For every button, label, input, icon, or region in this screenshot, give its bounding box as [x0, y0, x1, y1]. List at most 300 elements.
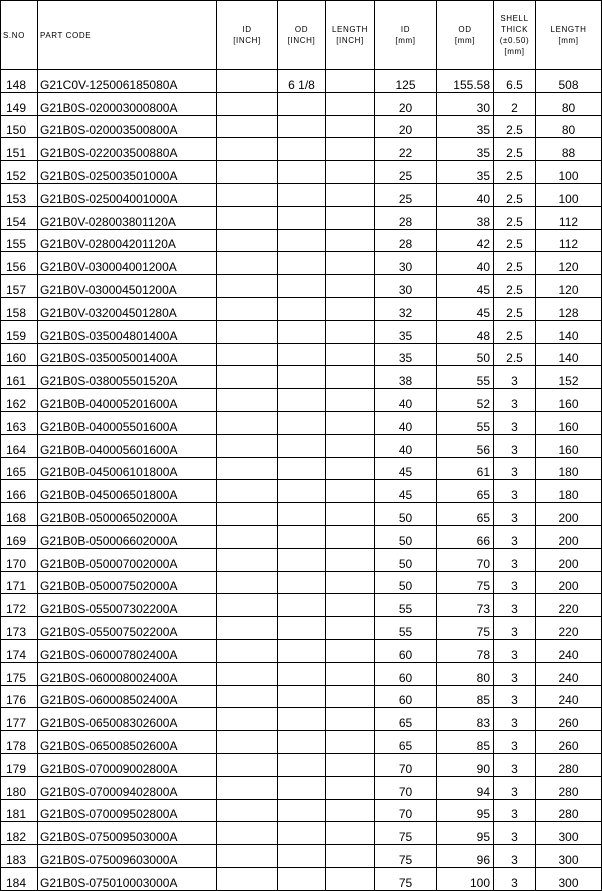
cell-od-mm: 96 [437, 845, 494, 868]
header-length-inch-line2: [INCH] [336, 36, 364, 45]
cell-od-inch [278, 480, 326, 503]
cell-od-mm: 95 [437, 822, 494, 845]
cell-id-mm: 50 [375, 571, 437, 594]
cell-id-mm: 40 [375, 411, 437, 434]
cell-od-inch [278, 434, 326, 457]
header-id-mm-line1: ID [400, 25, 411, 34]
cell-length-mm: 100 [536, 161, 602, 184]
cell-id-inch [217, 138, 278, 161]
cell-sno: 153 [1, 183, 38, 206]
cell-shell-thick: 3 [494, 685, 536, 708]
cell-shell-thick: 2.5 [494, 252, 536, 275]
cell-length-inch [326, 161, 375, 184]
cell-length-inch [326, 115, 375, 138]
table-row [1, 275, 602, 298]
cell-sno: 151 [1, 138, 38, 161]
header-id-inch-line1: ID [242, 25, 252, 34]
cell-length-inch [326, 708, 375, 731]
cell-id-inch [217, 92, 278, 115]
cell-sno: 165 [1, 457, 38, 480]
cell-part-code: G21B0B-050006602000A [38, 525, 217, 548]
cell-sno: 171 [1, 571, 38, 594]
table-row [1, 161, 602, 184]
cell-shell-thick: 3 [494, 662, 536, 685]
cell-length-inch [326, 822, 375, 845]
cell-length-mm: 240 [536, 685, 602, 708]
cell-length-mm: 240 [536, 662, 602, 685]
header-od-mm [437, 1, 494, 70]
cell-id-mm: 60 [375, 685, 437, 708]
table-row [1, 503, 602, 526]
cell-part-code: G21B0S-020003000800A [38, 92, 217, 115]
cell-id-inch [217, 434, 278, 457]
cell-od-mm: 73 [437, 594, 494, 617]
cell-id-mm: 45 [375, 457, 437, 480]
cell-part-code: G21B0B-050007002000A [38, 548, 217, 571]
cell-part-code: G21B0S-070009402800A [38, 776, 217, 799]
cell-id-mm: 35 [375, 343, 437, 366]
cell-shell-thick: 3 [494, 457, 536, 480]
cell-shell-thick: 3 [494, 708, 536, 731]
header-od-mm-line2: [mm] [454, 36, 476, 45]
table-row [1, 639, 602, 662]
cell-id-inch [217, 867, 278, 890]
cell-length-mm: 220 [536, 594, 602, 617]
table-row [1, 731, 602, 754]
cell-id-inch [217, 206, 278, 229]
cell-od-mm: 48 [437, 320, 494, 343]
cell-sno: 163 [1, 411, 38, 434]
table-row [1, 708, 602, 731]
cell-part-code: G21B0S-022003500880A [38, 138, 217, 161]
cell-id-inch [217, 297, 278, 320]
cell-id-mm: 65 [375, 731, 437, 754]
cell-id-inch [217, 320, 278, 343]
table-body [1, 70, 602, 891]
cell-id-mm: 50 [375, 548, 437, 571]
cell-sno: 180 [1, 776, 38, 799]
cell-length-mm: 180 [536, 480, 602, 503]
cell-od-inch [278, 525, 326, 548]
cell-od-inch [278, 799, 326, 822]
cell-od-mm: 56 [437, 434, 494, 457]
cell-sno: 152 [1, 161, 38, 184]
cell-length-inch [326, 183, 375, 206]
cell-od-inch [278, 662, 326, 685]
cell-id-inch [217, 685, 278, 708]
cell-length-inch [326, 639, 375, 662]
cell-part-code: G21B0S-065008502600A [38, 731, 217, 754]
cell-sno: 156 [1, 252, 38, 275]
cell-shell-thick: 3 [494, 366, 536, 389]
table-row [1, 138, 602, 161]
cell-sno: 168 [1, 503, 38, 526]
cell-id-inch [217, 229, 278, 252]
cell-length-mm: 80 [536, 115, 602, 138]
cell-sno: 155 [1, 229, 38, 252]
cell-id-mm: 50 [375, 503, 437, 526]
cell-id-inch [217, 366, 278, 389]
cell-od-inch [278, 548, 326, 571]
cell-length-mm: 112 [536, 229, 602, 252]
cell-id-mm: 20 [375, 115, 437, 138]
cell-id-mm: 125 [375, 70, 437, 93]
cell-shell-thick: 3 [494, 434, 536, 457]
cell-shell-thick: 2.5 [494, 229, 536, 252]
table-row [1, 206, 602, 229]
cell-shell-thick: 2.5 [494, 183, 536, 206]
cell-od-mm: 155.58 [437, 70, 494, 93]
cell-id-mm: 22 [375, 138, 437, 161]
cell-od-inch [278, 229, 326, 252]
table-row [1, 571, 602, 594]
cell-length-mm: 140 [536, 320, 602, 343]
cell-length-mm: 140 [536, 343, 602, 366]
header-id-inch-line2: [INCH] [233, 36, 261, 45]
cell-part-code: G21B0B-050006502000A [38, 503, 217, 526]
table-row [1, 776, 602, 799]
cell-id-mm: 40 [375, 389, 437, 412]
cell-length-mm: 280 [536, 776, 602, 799]
header-id-mm-line2: [mm] [395, 36, 416, 45]
cell-od-mm: 85 [437, 731, 494, 754]
cell-sno: 169 [1, 525, 38, 548]
cell-od-mm: 45 [437, 297, 494, 320]
cell-sno: 177 [1, 708, 38, 731]
cell-id-mm: 25 [375, 183, 437, 206]
cell-shell-thick: 3 [494, 822, 536, 845]
cell-sno: 172 [1, 594, 38, 617]
cell-shell-thick: 3 [494, 639, 536, 662]
cell-length-mm: 200 [536, 548, 602, 571]
table-row [1, 548, 602, 571]
cell-length-mm: 200 [536, 525, 602, 548]
header-shell-thick [494, 1, 536, 70]
cell-part-code: G21B0S-035004801400A [38, 320, 217, 343]
cell-od-inch: 6 1/8 [278, 70, 326, 93]
table-row [1, 845, 602, 868]
cell-od-mm: 75 [437, 617, 494, 640]
cell-shell-thick: 3 [494, 571, 536, 594]
table-row [1, 297, 602, 320]
cell-sno: 175 [1, 662, 38, 685]
cell-length-inch [326, 799, 375, 822]
cell-od-inch [278, 753, 326, 776]
cell-length-mm: 300 [536, 845, 602, 868]
table-row [1, 389, 602, 412]
cell-length-mm: 120 [536, 252, 602, 275]
cell-length-mm: 220 [536, 617, 602, 640]
cell-id-inch [217, 548, 278, 571]
cell-sno: 149 [1, 92, 38, 115]
cell-id-inch [217, 275, 278, 298]
cell-shell-thick: 3 [494, 799, 536, 822]
table-row [1, 343, 602, 366]
cell-id-mm: 60 [375, 639, 437, 662]
cell-length-mm: 280 [536, 753, 602, 776]
cell-shell-thick: 2.5 [494, 138, 536, 161]
cell-od-mm: 66 [437, 525, 494, 548]
cell-length-inch [326, 845, 375, 868]
cell-od-inch [278, 708, 326, 731]
cell-part-code: G21B0S-070009502800A [38, 799, 217, 822]
cell-length-inch [326, 503, 375, 526]
cell-length-inch [326, 753, 375, 776]
cell-sno: 174 [1, 639, 38, 662]
cell-part-code: G21B0S-020003500800A [38, 115, 217, 138]
cell-shell-thick: 3 [494, 753, 536, 776]
cell-od-mm: 42 [437, 229, 494, 252]
table-row [1, 867, 602, 890]
cell-od-mm: 35 [437, 115, 494, 138]
cell-part-code: G21B0S-060008502400A [38, 685, 217, 708]
cell-sno: 176 [1, 685, 38, 708]
cell-id-inch [217, 115, 278, 138]
header-sno: S.NO [1, 1, 38, 70]
cell-od-inch [278, 411, 326, 434]
cell-part-code: G21B0S-070009002800A [38, 753, 217, 776]
cell-id-inch [217, 799, 278, 822]
cell-od-mm: 35 [437, 161, 494, 184]
cell-length-mm: 112 [536, 206, 602, 229]
cell-length-mm: 128 [536, 297, 602, 320]
header-length-inch [326, 1, 375, 70]
cell-od-mm: 78 [437, 639, 494, 662]
cell-shell-thick: 3 [494, 480, 536, 503]
cell-id-mm: 55 [375, 594, 437, 617]
header-od-inch [278, 1, 326, 70]
table-row [1, 662, 602, 685]
cell-od-mm: 61 [437, 457, 494, 480]
cell-id-inch [217, 183, 278, 206]
cell-shell-thick: 2.5 [494, 343, 536, 366]
table-row [1, 411, 602, 434]
cell-id-inch [217, 708, 278, 731]
cell-od-mm: 95 [437, 799, 494, 822]
cell-shell-thick: 3 [494, 594, 536, 617]
cell-length-inch [326, 206, 375, 229]
cell-length-inch [326, 457, 375, 480]
cell-shell-thick: 3 [494, 411, 536, 434]
cell-part-code: G21B0V-028003801120A [38, 206, 217, 229]
cell-od-inch [278, 92, 326, 115]
cell-shell-thick: 3 [494, 867, 536, 890]
cell-part-code: G21B0S-065008302600A [38, 708, 217, 731]
cell-part-code: G21B0V-028004201120A [38, 229, 217, 252]
cell-od-inch [278, 183, 326, 206]
table-row [1, 92, 602, 115]
header-od-inch-line2: [INCH] [287, 36, 316, 45]
cell-length-inch [326, 70, 375, 93]
cell-od-inch [278, 389, 326, 412]
cell-id-inch [217, 662, 278, 685]
cell-length-inch [326, 229, 375, 252]
cell-part-code: G21B0B-040005501600A [38, 411, 217, 434]
table-row [1, 799, 602, 822]
cell-shell-thick: 3 [494, 617, 536, 640]
cell-sno: 181 [1, 799, 38, 822]
cell-length-inch [326, 776, 375, 799]
cell-od-mm: 75 [437, 571, 494, 594]
cell-length-mm: 300 [536, 867, 602, 890]
cell-od-inch [278, 503, 326, 526]
table-row [1, 183, 602, 206]
cell-od-inch [278, 594, 326, 617]
header-shell-line2: THICK [501, 25, 528, 34]
cell-id-mm: 25 [375, 161, 437, 184]
cell-id-mm: 28 [375, 206, 437, 229]
cell-id-mm: 75 [375, 822, 437, 845]
cell-part-code: G21B0S-075009503000A [38, 822, 217, 845]
cell-part-code: G21B0S-075010003000A [38, 867, 217, 890]
cell-od-mm: 52 [437, 389, 494, 412]
cell-shell-thick: 3 [494, 525, 536, 548]
cell-part-code: G21B0S-035005001400A [38, 343, 217, 366]
table-row [1, 229, 602, 252]
cell-sno: 173 [1, 617, 38, 640]
cell-sno: 154 [1, 206, 38, 229]
cell-id-mm: 30 [375, 275, 437, 298]
cell-od-mm: 70 [437, 548, 494, 571]
cell-shell-thick: 3 [494, 776, 536, 799]
cell-id-inch [217, 161, 278, 184]
cell-length-mm: 180 [536, 457, 602, 480]
cell-id-inch [217, 776, 278, 799]
cell-shell-thick: 3 [494, 845, 536, 868]
cell-od-inch [278, 685, 326, 708]
cell-part-code: G21B0B-040005601600A [38, 434, 217, 457]
cell-od-mm: 55 [437, 411, 494, 434]
cell-od-inch [278, 206, 326, 229]
cell-length-mm: 200 [536, 503, 602, 526]
cell-id-inch [217, 822, 278, 845]
cell-shell-thick: 2 [494, 92, 536, 115]
header-shell-line4: [mm] [504, 47, 525, 56]
table-row [1, 320, 602, 343]
cell-od-mm: 30 [437, 92, 494, 115]
cell-od-inch [278, 617, 326, 640]
cell-id-inch [217, 343, 278, 366]
cell-shell-thick: 3 [494, 389, 536, 412]
cell-shell-thick: 2.5 [494, 297, 536, 320]
cell-od-mm: 35 [437, 138, 494, 161]
cell-od-inch [278, 252, 326, 275]
cell-length-inch [326, 571, 375, 594]
cell-length-inch [326, 411, 375, 434]
cell-length-inch [326, 662, 375, 685]
cell-sno: 182 [1, 822, 38, 845]
header-part-code: PART CODE [38, 1, 217, 70]
cell-id-mm: 38 [375, 366, 437, 389]
cell-od-inch [278, 366, 326, 389]
cell-sno: 159 [1, 320, 38, 343]
cell-id-inch [217, 252, 278, 275]
cell-shell-thick: 2.5 [494, 206, 536, 229]
cell-od-mm: 85 [437, 685, 494, 708]
cell-od-mm: 40 [437, 183, 494, 206]
header-id-inch [217, 1, 278, 70]
cell-od-inch [278, 457, 326, 480]
cell-part-code: G21B0B-045006501800A [38, 480, 217, 503]
cell-shell-thick: 2.5 [494, 320, 536, 343]
cell-id-inch [217, 617, 278, 640]
cell-length-mm: 160 [536, 389, 602, 412]
cell-shell-thick: 3 [494, 548, 536, 571]
cell-part-code: G21B0B-040005201600A [38, 389, 217, 412]
cell-id-inch [217, 594, 278, 617]
table-row [1, 457, 602, 480]
cell-length-inch [326, 480, 375, 503]
cell-length-mm: 260 [536, 731, 602, 754]
cell-part-code: G21B0B-045006101800A [38, 457, 217, 480]
cell-part-code: G21B0S-025003501000A [38, 161, 217, 184]
cell-id-mm: 75 [375, 867, 437, 890]
cell-part-code: G21B0S-038005501520A [38, 366, 217, 389]
cell-length-inch [326, 92, 375, 115]
cell-length-inch [326, 525, 375, 548]
cell-od-mm: 40 [437, 252, 494, 275]
cell-length-mm: 508 [536, 70, 602, 93]
cell-od-mm: 65 [437, 503, 494, 526]
cell-sno: 184 [1, 867, 38, 890]
cell-part-code: G21B0S-055007302200A [38, 594, 217, 617]
cell-od-mm: 65 [437, 480, 494, 503]
cell-length-inch [326, 731, 375, 754]
cell-part-code: G21B0S-075009603000A [38, 845, 217, 868]
cell-length-mm: 120 [536, 275, 602, 298]
cell-length-inch [326, 297, 375, 320]
cell-sno: 183 [1, 845, 38, 868]
table-row [1, 753, 602, 776]
cell-shell-thick: 6.5 [494, 70, 536, 93]
table-row [1, 115, 602, 138]
cell-length-inch [326, 594, 375, 617]
cell-length-inch [326, 252, 375, 275]
cell-id-inch [217, 639, 278, 662]
cell-part-code: G21B0B-050007502000A [38, 571, 217, 594]
header-od-mm-line1: OD [458, 25, 472, 34]
cell-part-code: G21B0V-030004001200A [38, 252, 217, 275]
cell-id-mm: 75 [375, 845, 437, 868]
cell-length-inch [326, 548, 375, 571]
cell-id-mm: 28 [375, 229, 437, 252]
cell-od-inch [278, 822, 326, 845]
cell-id-inch [217, 845, 278, 868]
cell-length-mm: 160 [536, 411, 602, 434]
cell-id-mm: 55 [375, 617, 437, 640]
cell-sno: 164 [1, 434, 38, 457]
cell-sno: 178 [1, 731, 38, 754]
cell-id-inch [217, 503, 278, 526]
cell-od-mm: 83 [437, 708, 494, 731]
cell-part-code: G21B0S-060007802400A [38, 639, 217, 662]
cell-part-code: G21B0S-055007502200A [38, 617, 217, 640]
cell-length-mm: 152 [536, 366, 602, 389]
cell-length-inch [326, 343, 375, 366]
cell-od-inch [278, 845, 326, 868]
table-row [1, 525, 602, 548]
cell-part-code: G21B0S-060008002400A [38, 662, 217, 685]
table-row [1, 480, 602, 503]
cell-id-mm: 70 [375, 753, 437, 776]
header-od-inch-line1: OD [294, 25, 309, 34]
cell-sno: 157 [1, 275, 38, 298]
table-row [1, 617, 602, 640]
cell-shell-thick: 2.5 [494, 275, 536, 298]
header-length-mm-line1: LENGTH [550, 25, 587, 34]
cell-length-mm: 260 [536, 708, 602, 731]
cell-id-mm: 30 [375, 252, 437, 275]
